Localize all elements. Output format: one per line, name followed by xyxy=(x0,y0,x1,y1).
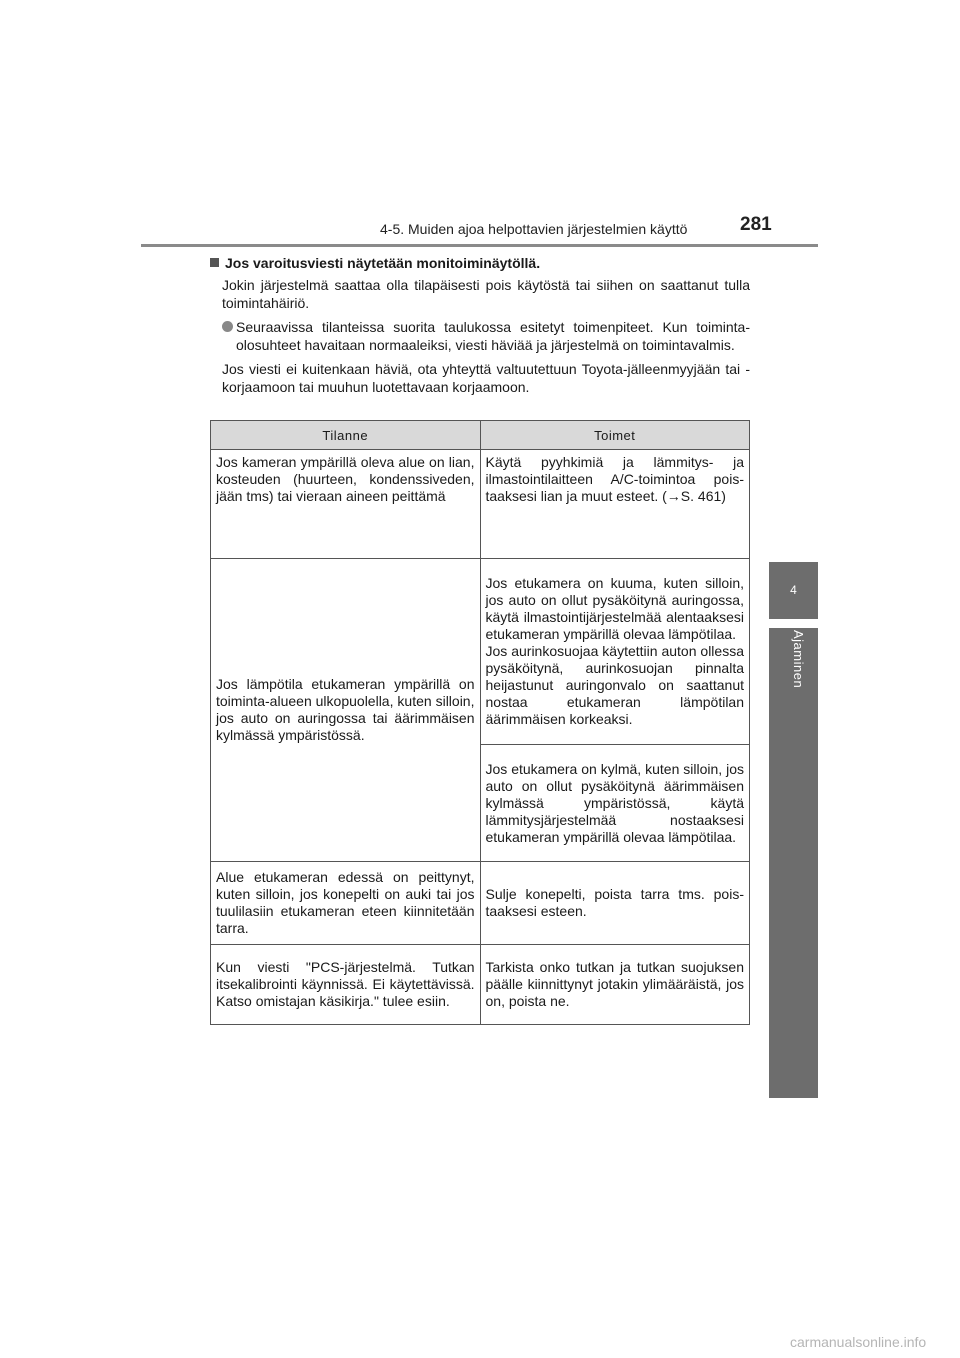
chapter-tab-label: Ajaminen xyxy=(791,630,806,689)
column-header-action: Toimet xyxy=(480,421,750,450)
action-text: Jos aurinkosuojaa käytettiin auton ollessa pysäköitynä, aurinkosuojan pinnalta heijastunut auringonvalo on saattanut nostaa etukameran lämpötilan äärimmäisen korkeaksi. xyxy=(485,643,744,727)
table-header-row xyxy=(211,421,750,450)
situation-cell: Jos lämpötila etukameran ympärillä on toiminta-alueen ulkopuolella, kuten silloin, jos auto on auringossa tai äärimmäisen kylmässä ympäristössä. xyxy=(211,559,481,862)
page-number: 281 xyxy=(740,214,772,235)
troubleshooting-table xyxy=(210,420,750,1025)
heading-text: Jos varoitusviesti näytetään monitoiminäytöllä. xyxy=(225,255,541,271)
table-row xyxy=(211,559,750,745)
chapter-tab-number: 4 xyxy=(769,562,818,619)
situation-cell: Alue etukameran edessä on peittynyt, kuten silloin, jos konepelti on auki tai jos tuulilasiin etukameran eteen kiinnitetään tarra. xyxy=(211,862,481,945)
column-header-situation: Tilanne xyxy=(211,421,481,450)
chapter-tab-band xyxy=(769,628,818,1098)
action-cell: Sulje konepelti, poista tarra tms. poistaaksesi esteen. xyxy=(480,862,750,945)
square-bullet-icon xyxy=(210,258,219,267)
header-divider xyxy=(141,244,818,247)
action-cell xyxy=(480,559,750,745)
action-cell: Käytä pyyhkimiä ja lämmitys- ja ilmastointilaitteen A/C-toimintoa poistaaksesi lian ja muut esteet. (→S. 461) xyxy=(480,450,750,559)
table-row xyxy=(211,862,750,945)
action-text: Jos etukamera on kuuma, kuten silloin, jos auto on ollut pysäköitynä auringossa, käytä ilmastointijärjestelmää alentaaksesi etukameran ympärillä olevaa lämpötilaa. xyxy=(485,575,744,642)
closing-paragraph: Jos viesti ei kuitenkaan häviä, ota yhteyttä valtuutettuun Toyota-jälleenmyyjään tai -korjaamoon tai muuhun luotettavaan korjaamoon. xyxy=(222,361,750,395)
table-row xyxy=(211,450,750,559)
bullet-text: Seuraavissa tilanteissa suorita taulukossa esitetyt toimenpiteet. Kun toimintaolosuhteet havaitaan normaaleiksi, viesti häviää ja järjestelmä on toimintavalmis. xyxy=(236,319,750,353)
round-bullet-icon xyxy=(222,321,233,332)
section-title: 4-5. Muiden ajoa helpottavien järjestelmien käyttö xyxy=(380,221,688,237)
content-body xyxy=(210,254,750,402)
table-row xyxy=(211,945,750,1025)
situation-cell: Kun viesti "PCS-järjestelmä. Tutkan itsekalibrointi käynnissä. Ei käytettävissä. Katso omistajan käsikirja." tulee esiin. xyxy=(211,945,481,1025)
situation-cell: Jos kameran ympärillä oleva alue on lian, kosteuden (huurteen, kondenssiveden, jään tms) tai vieraan aineen peittämä xyxy=(211,450,481,559)
watermark: carmanualsonline.info xyxy=(790,1334,927,1350)
intro-paragraph: Jokin järjestelmä saattaa olla tilapäisesti pois käytöstä tai siihen on saattanut tulla toimintahäiriö. xyxy=(222,277,750,311)
action-cell: Jos etukamera on kylmä, kuten silloin, jos auto on ollut pysäköitynä äärimmäisen kylmässä ympäristössä, käytä lämmitysjärjestelmää nostaaksesi etukameran ympärillä olevaa lämpötilaa. xyxy=(480,745,750,862)
action-cell: Tarkista onko tutkan ja tutkan suojuksen päälle kiinnittynyt jotakin ylimääräistä, jos on, poista ne. xyxy=(480,945,750,1025)
section-heading xyxy=(210,254,750,272)
bullet-item xyxy=(222,318,750,354)
